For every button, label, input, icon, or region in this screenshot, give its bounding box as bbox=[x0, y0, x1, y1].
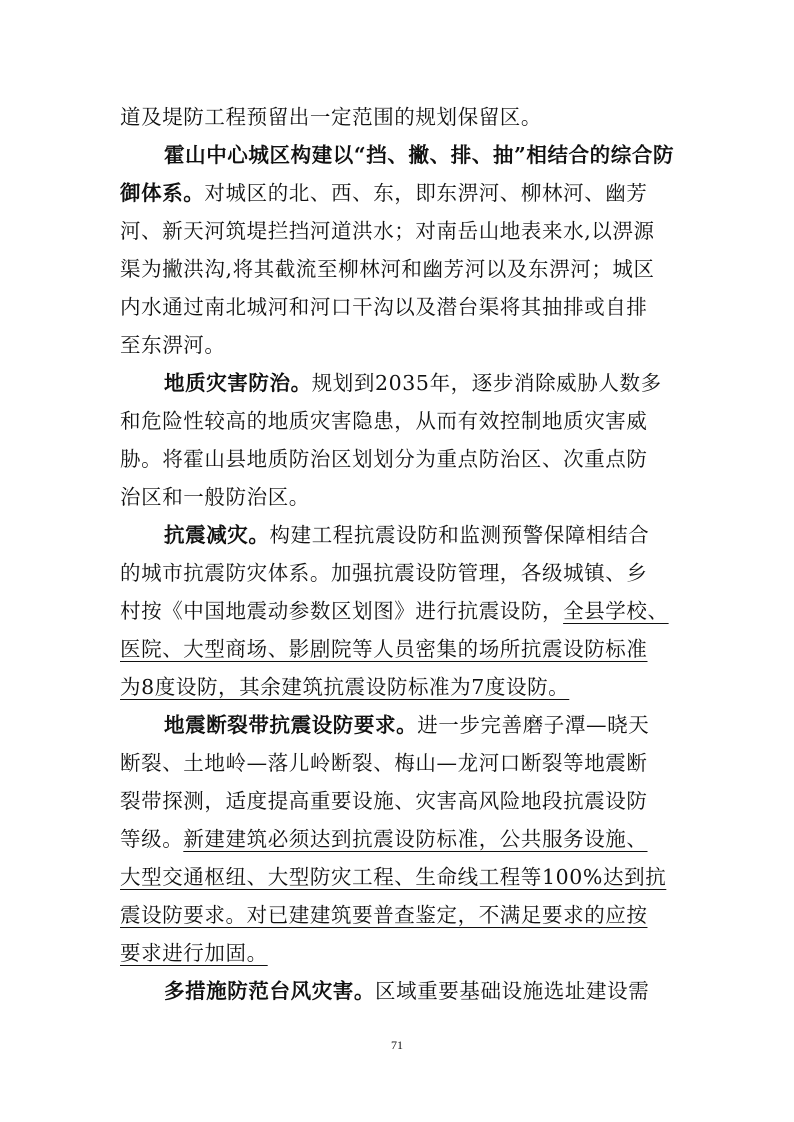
body-text: 区域重要基础设施选址建设需 bbox=[375, 979, 650, 1003]
body-text: 对城区的北、西、东，即东淠河、柳林河、幽芳 bbox=[204, 181, 648, 205]
body-text: 胁。将霍山县地质防治区划划分为重点防治区、次重点防 bbox=[120, 447, 648, 471]
body-text: 和危险性较高的地质灾害隐患，从而有效控制地质灾害威 bbox=[120, 409, 648, 433]
section-heading-text: 地质灾害防治。 bbox=[164, 371, 312, 395]
body-text: 等级。 bbox=[120, 827, 184, 851]
underlined-text: 震设防要求。对已建建筑要普查鉴定，不满足要求的应按 bbox=[120, 903, 648, 927]
section-heading-text: 多措施防范台风灾害。 bbox=[164, 979, 375, 1003]
section-heading-text: 抗震减灾。 bbox=[164, 523, 270, 547]
body-text: 道及堤防工程预留出一定范围的规划保留区。 bbox=[120, 105, 542, 129]
body-text: 断裂、土地岭—落儿岭断裂、梅山—龙河口断裂等地震断 bbox=[120, 751, 648, 775]
section-heading-text: 地震断裂带抗震设防要求。 bbox=[164, 713, 418, 737]
text-line bbox=[120, 862, 680, 892]
text-line bbox=[120, 444, 680, 474]
page-number: 71 bbox=[391, 1038, 403, 1052]
text-line bbox=[120, 596, 680, 626]
body-text: 至东淠河。 bbox=[120, 333, 226, 357]
text-line bbox=[120, 406, 680, 436]
text-line bbox=[164, 140, 680, 170]
underlined-text: 全县学校、 bbox=[563, 599, 669, 623]
text-line bbox=[120, 900, 680, 930]
body-text: 进一步完善磨子潭—晓天 bbox=[417, 713, 650, 737]
body-text: 治区和一般防治区。 bbox=[120, 485, 310, 509]
body-text: 裂带探测，适度提高重要设施、灾害高风险地段抗震设防 bbox=[120, 789, 648, 813]
text-line bbox=[164, 520, 680, 550]
text-line bbox=[120, 786, 680, 816]
text-line bbox=[120, 824, 680, 854]
text-line bbox=[120, 938, 680, 968]
text-line bbox=[164, 710, 680, 740]
text-line bbox=[120, 178, 680, 208]
body-text: 构建工程抗震设防和监测预警保障相结合 bbox=[269, 523, 650, 547]
body-text: 河、新天河筑堤拦挡河道洪水；对南岳山地表来水,以淠源 bbox=[120, 219, 655, 243]
underlined-text: 大型交通枢纽、大型防灾工程、生命线工程等100%达到抗 bbox=[120, 865, 667, 889]
body-text: 内水通过南北城河和河口干沟以及潜台渠将其抽排或自排 bbox=[120, 295, 648, 319]
underlined-text: 新建建筑必须达到抗震设防标准，公共服务设施、 bbox=[183, 827, 648, 851]
body-text: 渠为撇洪沟,将其截流至柳林河和幽芳河以及东淠河；城区 bbox=[120, 257, 655, 281]
text-line bbox=[120, 558, 680, 588]
text-line bbox=[120, 482, 680, 512]
text-line bbox=[120, 672, 680, 702]
text-line bbox=[120, 102, 680, 132]
text-line bbox=[120, 254, 680, 284]
section-heading-text: 御体系。 bbox=[120, 181, 205, 205]
underlined-text: 要求进行加固。 bbox=[120, 941, 268, 965]
text-line bbox=[120, 330, 680, 360]
underlined-text: 为8度设防，其余建筑抗震设防标准为7度设防。 bbox=[120, 675, 570, 699]
text-line bbox=[120, 634, 680, 664]
underlined-text: 医院、大型商场、影剧院等人员密集的场所抗震设防标准 bbox=[120, 637, 648, 661]
text-line bbox=[120, 748, 680, 778]
body-text: 的城市抗震防灾体系。加强抗震设防管理，各级城镇、乡 bbox=[120, 561, 648, 585]
section-heading-text: 霍山中心城区构建以“挡、撇、排、抽”相结合的综合防 bbox=[164, 143, 675, 167]
text-line bbox=[164, 368, 680, 398]
text-line bbox=[120, 292, 680, 322]
text-line bbox=[120, 216, 680, 246]
body-text: 规划到2035年，逐步消除威胁人数多 bbox=[311, 371, 662, 395]
text-line bbox=[164, 976, 680, 1006]
body-text: 村按《中国地震动参数区划图》进行抗震设防， bbox=[120, 599, 564, 623]
